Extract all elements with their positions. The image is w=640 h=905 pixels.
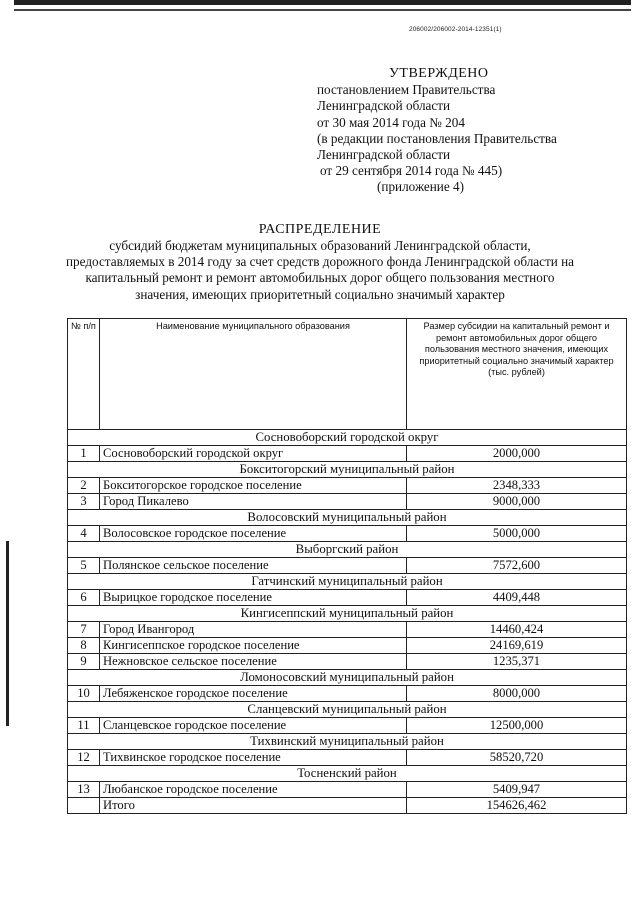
group-name: Волосовский муниципальный район [68,510,627,526]
scan-top-border [14,0,631,5]
group-row [68,670,627,686]
table-row [68,654,627,670]
group-name: Бокситогорский муниципальный район [68,462,627,478]
table-row [68,718,627,734]
row-amount: 2348,333 [407,478,627,494]
row-num: 6 [68,590,100,606]
row-name: Сланцевское городское поселение [100,718,407,734]
approval-heading: УТВЕРЖДЕНО [389,66,489,81]
row-amount: 4409,448 [407,590,627,606]
group-name: Выборгский район [68,542,627,558]
group-name: Кингисеппский муниципальный район [68,606,627,622]
table-row [68,590,627,606]
row-num: 1 [68,446,100,462]
table-body [68,319,627,814]
group-row [68,462,627,478]
row-num: 8 [68,638,100,654]
table-row [68,750,627,766]
group-row [68,766,627,782]
table-row [68,446,627,462]
scan-left-margin-mark [6,541,9,726]
group-name: Ломоносовский муниципальный район [68,670,627,686]
group-name: Сосновоборский городской округ [68,430,627,446]
table-row [68,478,627,494]
document-title: РАСПРЕДЕЛЕНИЕ [258,222,382,237]
table-row [68,494,627,510]
row-num: 7 [68,622,100,638]
group-row [68,734,627,750]
row-name: Полянское сельское поселение [100,558,407,574]
approval-line: (в редакции постановления Правительства [317,130,557,146]
group-row [68,542,627,558]
row-amount: 1235,371 [407,654,627,670]
row-num: 5 [68,558,100,574]
row-num: 12 [68,750,100,766]
row-num: 9 [68,654,100,670]
row-name: Город Пикалево [100,494,407,510]
header-name: Наименование муниципального образования [100,319,407,430]
group-name: Гатчинский муниципальный район [68,574,627,590]
row-num: 10 [68,686,100,702]
group-row [68,510,627,526]
row-amount: 5000,000 [407,526,627,542]
table-row [68,558,627,574]
row-name: Вырицкое городское поселение [100,590,407,606]
table-row [68,526,627,542]
row-amount: 7572,600 [407,558,627,574]
total-num [68,798,100,814]
table-row [68,686,627,702]
total-amount: 154626,462 [407,798,627,814]
group-row [68,430,627,446]
row-name: Бокситогорское городское поселение [100,478,407,494]
document-id: 206002/206002-2014-12351(1) [409,26,502,33]
total-label: Итого [100,798,407,814]
row-amount: 58520,720 [407,750,627,766]
group-row [68,702,627,718]
row-amount: 24169,619 [407,638,627,654]
row-name: Сосновоборский городской округ [100,446,407,462]
row-name: Любанское городское поселение [100,782,407,798]
group-row [68,574,627,590]
table-row [68,622,627,638]
row-amount: 2000,000 [407,446,627,462]
approval-line: Ленинградской области [317,147,451,163]
row-num: 4 [68,526,100,542]
row-name: Тихвинское городское поселение [100,750,407,766]
row-name: Кингисеппское городское поселение [100,638,407,654]
approval-line: от 30 мая 2014 года № 204 [317,114,465,130]
approval-line: от 29 сентября 2014 года № 445) [320,163,503,179]
row-num: 3 [68,494,100,510]
table-header-row [68,319,627,430]
table-row [68,638,627,654]
header-amount: Размер субсидии на капитальный ремонт и ремонт автомобильных дорог общего пользования местного значения, имеющих приоритетный социально значимый характер (тыс. рублей) [407,319,627,430]
row-name: Город Ивангород [100,622,407,638]
row-amount: 9000,000 [407,494,627,510]
row-num: 13 [68,782,100,798]
row-amount: 8000,000 [407,686,627,702]
total-row [68,798,627,814]
group-row [68,606,627,622]
row-name: Волосовское городское поселение [100,526,407,542]
row-amount: 14460,424 [407,622,627,638]
group-name: Тихвинский муниципальный район [68,734,627,750]
header-num: № п/п [68,319,100,430]
row-name: Лебяженское городское поселение [100,686,407,702]
distribution-table [67,318,627,814]
row-num: 11 [68,718,100,734]
scan-top-border-thin [14,9,631,11]
approval-block [317,66,617,196]
group-name: Тосненский район [68,766,627,782]
row-amount: 12500,000 [407,718,627,734]
row-amount: 5409,947 [407,782,627,798]
approval-line: Ленинградской области [317,98,451,114]
approval-line: постановлением Правительства [317,82,496,98]
group-name: Сланцевский муниципальный район [68,702,627,718]
approval-appendix: (приложение 4) [377,179,464,195]
table-row [68,782,627,798]
row-name: Нежновское сельское поселение [100,654,407,670]
row-num: 2 [68,478,100,494]
document-subtitle: субсидий бюджетам муниципальных образований Ленинградской области, предоставляемых в 2014 году за счет средств дорожного фонда Ленинградской области на капитальный ремонт и ремонт автомобильных дорог общего пользования местного значения, имеющих приоритетный социально значимый характер [65,238,575,302]
